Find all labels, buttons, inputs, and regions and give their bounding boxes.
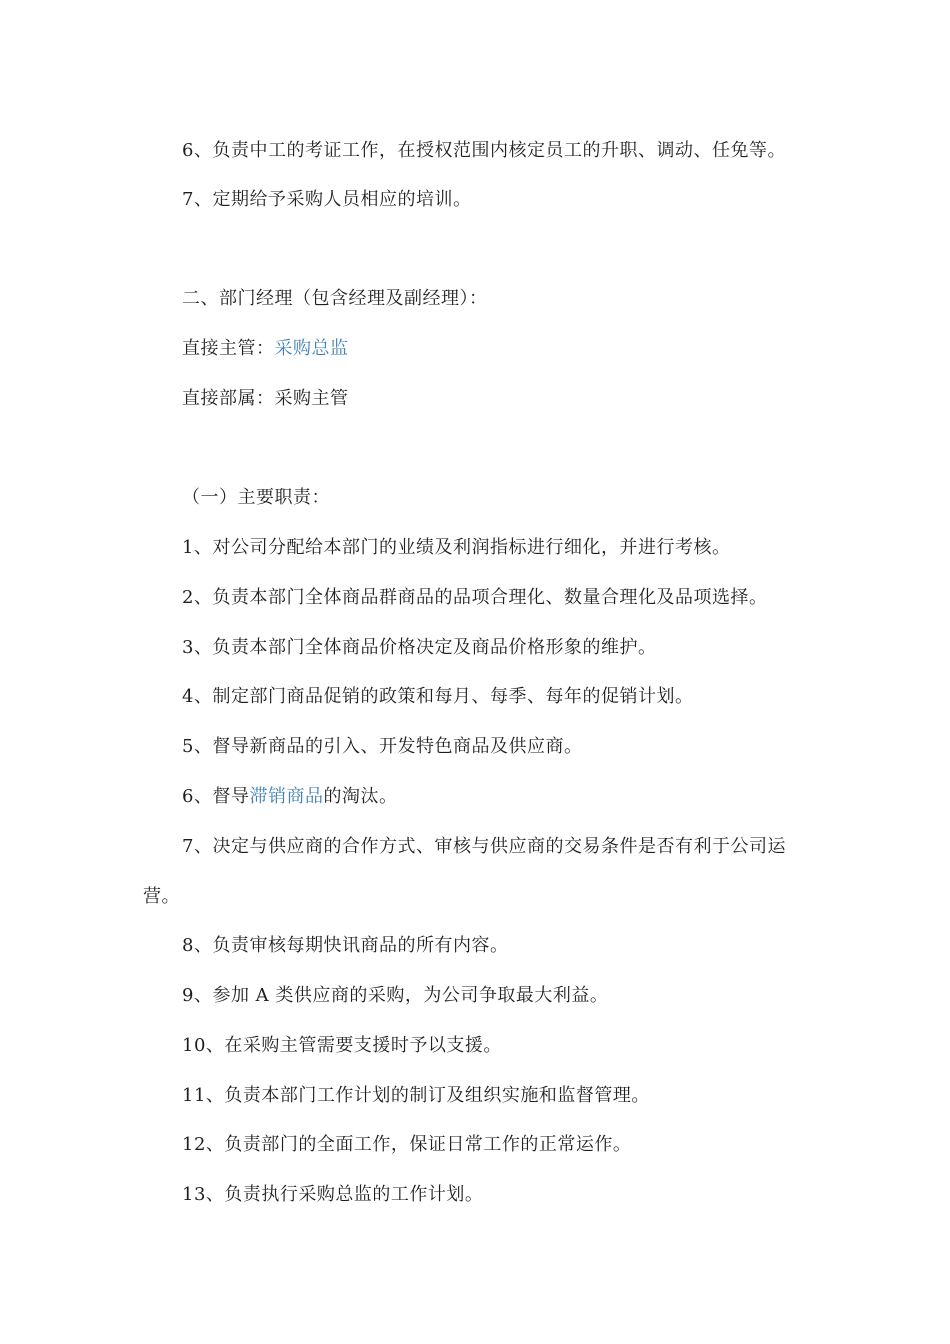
- duty-6-prefix: 6、督导: [182, 786, 250, 807]
- duty-item-8: 8、负责审核每期快讯商品的所有内容。: [182, 935, 509, 956]
- duty-item-7-line-1: 7、决定与供应商的合作方式、审核与供应商的交易条件是否有利于公司运: [182, 836, 786, 857]
- duty-item-11: 11、负责本部门工作计划的制订及组织实施和监督管理。: [182, 1085, 650, 1106]
- direct-supervisor-label: 直接主管：: [182, 338, 275, 359]
- duties-heading: （一）主要职责：: [182, 487, 330, 508]
- duty-item-6: [182, 785, 397, 809]
- duty-item-9: 9、参加 A 类供应商的采购，为公司争取最大利益。: [182, 985, 609, 1006]
- duty-item-7-line-2: 营。: [143, 886, 180, 907]
- duty-item-4: 4、制定部门商品促销的政策和每月、每季、每年的促销计划。: [182, 686, 694, 707]
- duty-item-1: 1、对公司分配给本部门的业绩及利润指标进行细化，并进行考核。: [182, 537, 731, 558]
- duty-item-2: 2、负责本部门全体商品群商品的品项合理化、数量合理化及品项选择。: [182, 587, 768, 608]
- paragraph-item-7: 7、定期给予采购人员相应的培训。: [182, 189, 472, 210]
- duty-item-3: 3、负责本部门全体商品价格决定及商品价格形象的维护。: [182, 637, 657, 658]
- slow-moving-goods-link[interactable]: 滞销商品: [249, 786, 324, 807]
- duty-item-5: 5、督导新商品的引入、开发特色商品及供应商。: [182, 736, 583, 757]
- direct-supervisor-link[interactable]: 采购总监: [274, 338, 349, 359]
- direct-supervisor-line: [182, 337, 349, 361]
- duty-item-13: 13、负责执行采购总监的工作计划。: [182, 1184, 484, 1205]
- duty-6-suffix: 的淘汰。: [323, 786, 398, 807]
- duty-item-12: 12、负责部门的全面工作，保证日常工作的正常运作。: [182, 1134, 632, 1155]
- paragraph-item-6: 6、负责中工的考证工作，在授权范围内核定员工的升职、调动、任免等。: [182, 140, 786, 161]
- direct-subordinate-line: 直接部属：采购主管: [182, 388, 349, 409]
- section-title: 二、部门经理（包含经理及副经理）：: [182, 288, 488, 309]
- duty-item-10: 10、在采购主管需要支援时予以支援。: [182, 1035, 502, 1056]
